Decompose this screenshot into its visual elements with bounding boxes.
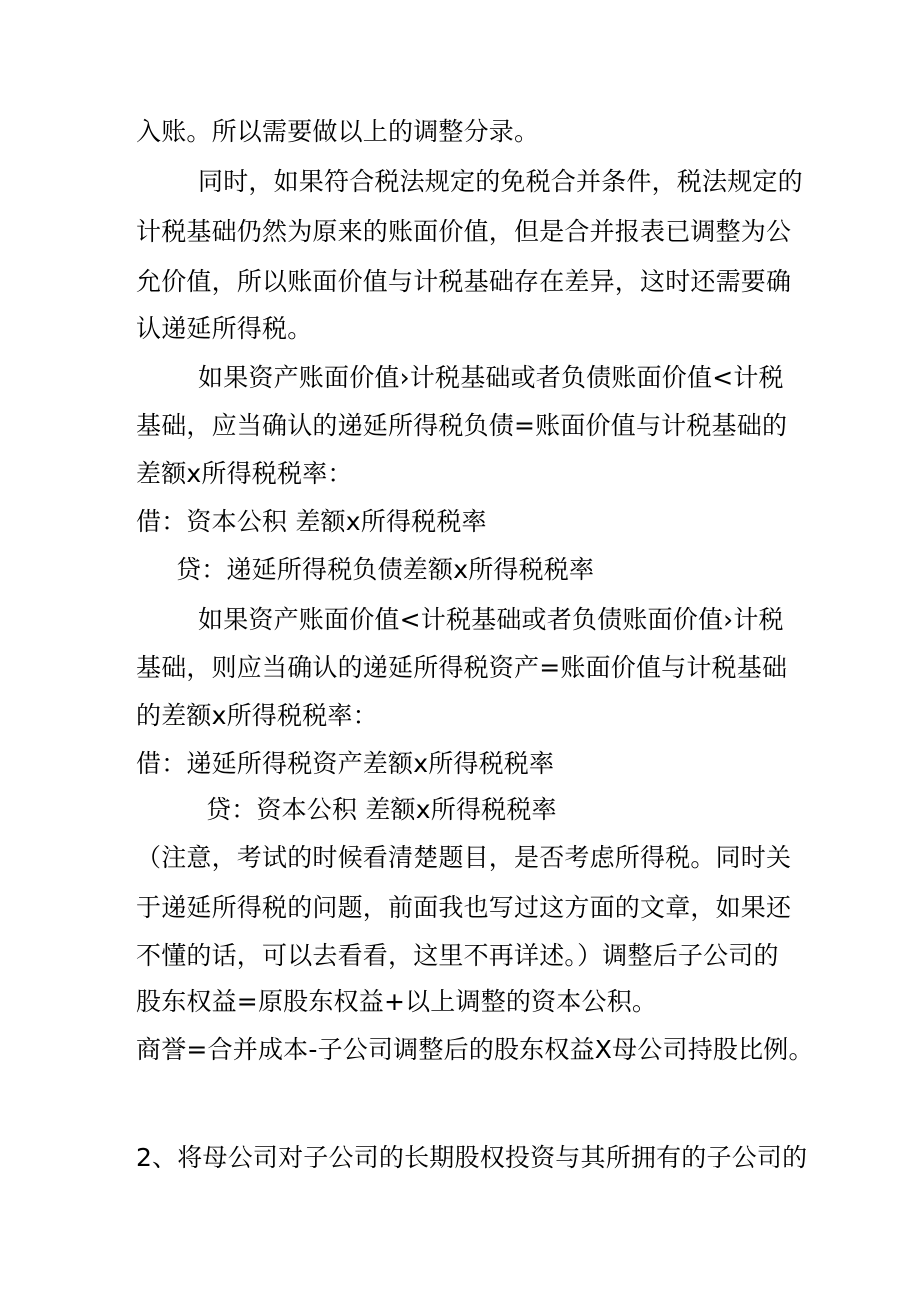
- text-line-9: 借：资本公积 差额x所得税税率: [136, 507, 487, 536]
- text-line-10: 贷：递延所得税负债差额x所得税税率: [176, 555, 595, 584]
- text-line-5: 认递延所得税。: [136, 314, 313, 343]
- text-line-2: 同时，如果符合税法规定的免税合并条件，税法规定的: [198, 167, 803, 196]
- text-line-1: 入账。所以需要做以上的调整分录。: [136, 117, 540, 146]
- text-line-21: 2、将母公司对子公司的长期股权投资与其所拥有的子公司的: [136, 1143, 808, 1172]
- text-line-4: 允价值，所以账面价值与计税基础存在差异，这时还需要确: [136, 267, 792, 296]
- text-line-19: 股东权益=原股东权益+以上调整的资本公积。: [136, 987, 658, 1016]
- text-line-8: 差额x所得税税率：: [136, 459, 353, 488]
- text-line-13: 的差额x所得税税率：: [136, 701, 378, 730]
- text-line-3: 计税基础仍然为原来的账面价值，但是合并报表已调整为公: [136, 217, 792, 246]
- text-line-7: 基础，应当确认的递延所得税负债=账面价值与计税基础的: [136, 411, 788, 440]
- text-line-17: 于递延所得税的问题，前面我也写过这方面的文章，如果还: [136, 893, 792, 922]
- text-line-12: 基础，则应当确认的递延所得税资产=账面价值与计税基础: [136, 653, 788, 682]
- text-line-18: 不懂的话，可以去看看，这里不再详述。）调整后子公司的: [136, 941, 779, 970]
- text-line-6: 如果资产账面价值›计税基础或者负债账面价值<计税: [198, 363, 784, 392]
- text-line-11: 如果资产账面价值<计税基础或者负债账面价值›计税: [198, 605, 784, 634]
- text-line-15: 贷：资本公积 差额x所得税税率: [206, 795, 557, 824]
- text-line-20: 商誉=合并成本-子公司调整后的股东权益X母公司持股比例。: [136, 1035, 814, 1064]
- text-line-16: （注意，考试的时候看清楚题目，是否考虑所得税。同时关: [136, 843, 792, 872]
- text-line-14: 借：递延所得税资产差额x所得税税率: [136, 749, 555, 778]
